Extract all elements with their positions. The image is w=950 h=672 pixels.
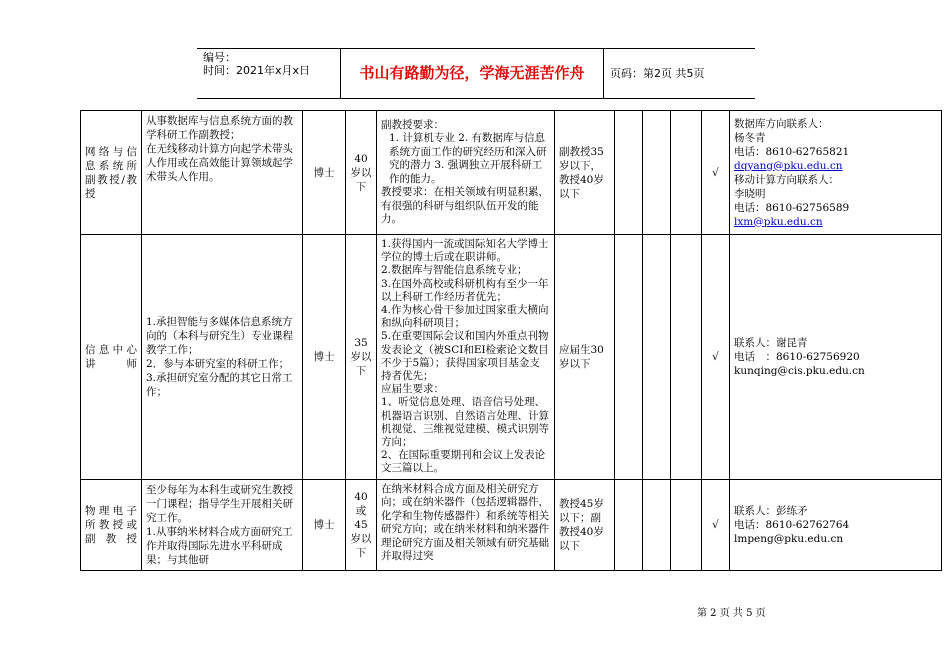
position-cell: 信息中心讲师 (81, 235, 142, 480)
empty-cell (671, 479, 702, 570)
email-link[interactable]: dqyang@pku.edu.cn (734, 159, 843, 172)
duties-cell: 从事数据库与信息系统方面的教学科研工作副教授； 在无线移动计算方向起学术带头人作用或在高效能计算领域起学术带头人作用。 (142, 111, 303, 235)
position-cell: 网络与信息系统所副教授/教授 (81, 111, 142, 235)
page-header (197, 48, 755, 99)
age-limit-cell: 应届生30岁以下 (555, 235, 615, 480)
requirements-cell: 副教授要求： 1. 计算机专业 2. 有数据库与信息系统方面工作的研究经历和深入研究的潜力 3. 强调独立开展科研工作的能力。 教授要求：在相关领域有明显积累，有很强的科研与组织队伍开发的能力。 (377, 111, 555, 235)
empty-cell (615, 235, 643, 480)
age-cell: 40岁以下 (346, 111, 377, 235)
empty-cell (643, 235, 671, 480)
empty-cell (671, 111, 702, 235)
empty-cell (643, 111, 671, 235)
empty-cell (615, 479, 643, 570)
position-cell: 物理电子所教授或副教授 (81, 479, 142, 570)
degree-cell: 博士 (303, 235, 346, 480)
degree-cell: 博士 (303, 111, 346, 235)
check-mark: √ (702, 111, 730, 235)
contact-cell: 联系人：谢昆青 电话 ：8610-62756920 kunqing@cis.pku.edu.cn (730, 235, 942, 480)
header-meta (197, 49, 340, 98)
check-mark: √ (702, 479, 730, 570)
empty-cell (615, 111, 643, 235)
duties-cell: 至少每年为本科生或研究生教授一门课程；指导学生开展相关研究工作。 1.从事纳米材料合成方面研究工作并取得国际先进水平科研成果；与其他研 (142, 479, 303, 570)
empty-cell (671, 235, 702, 480)
table-row (81, 479, 942, 570)
table-row (81, 111, 942, 235)
contact-cell: 联系人：彭练矛 电话：8610-62762764 lmpeng@pku.edu.cn (730, 479, 942, 570)
requirements-cell: 在纳米材料合成方面及相关研究方向；或在纳米器件（包括逻辑器件，化学和生物传感器件）和系统等相关研究方向；或在纳米材料和纳米器件理论研究方面及相关领域有研究基础并取得过突 (377, 479, 555, 570)
age-cell: 40或45岁以下 (346, 479, 377, 570)
page-footer: 第 2 页 共 5 页 (697, 608, 766, 619)
age-cell: 35岁以下 (346, 235, 377, 480)
degree-cell: 博士 (303, 479, 346, 570)
email-text[interactable]: kunqing@cis.pku.edu.cn (734, 364, 865, 377)
recruitment-table (80, 110, 942, 571)
email-text[interactable]: lmpeng@pku.edu.cn (734, 532, 844, 545)
age-limit-cell: 教授45岁以下；副教授40岁以下 (555, 479, 615, 570)
check-mark: √ (702, 235, 730, 480)
duties-cell: 1.承担智能与多媒体信息系统方向的（本科与研究生）专业课程教学工作； 2．参与本研究室的科研工作； 3.承担研究室分配的其它日常工作； (142, 235, 303, 480)
document-number-label: 编号： (203, 51, 236, 64)
empty-cell (643, 479, 671, 570)
contact-cell: 数据库方向联系人： 杨冬青 电话：8610-62765821 dqyang@pku.edu.cn 移动计算方向联系人： 李晓明 电话：8610-62756589 lxm@pku.edu.cn (730, 111, 942, 235)
header-motto: 书山有路勤为径，学海无涯苦作舟 (340, 49, 604, 98)
header-page-info: 页码：第2页 共5页 (610, 67, 705, 80)
age-limit-cell: 副教授35岁以下，教授40岁以下 (555, 111, 615, 235)
table-row (81, 235, 942, 480)
document-date: 时间：2021年x月x日 (203, 64, 311, 77)
requirements-cell: 1.获得国内一流或国际知名大学博士学位的博士后或在职讲师。 2.数据库与智能信息系统专业； 3.在国外高校或科研机构有至少一年以上科研工作经历者优先； 4.作为核心骨干参加过国家重大横向和纵向科研项目； 5.在重要国际会议和国内外重点刊物发表论文（被SCI和EI检索论文数目不少于5篇）；获得国家项目基金支持者优先； 应届生要求： 1、听觉信息处理、语音信号处理、机器语言识别、自然语言处理、计算机视觉、三维视觉建模、模式识别等方向； 2、在国际重要期刊和会议上发表论文三篇以上。 (377, 235, 555, 480)
email-link[interactable]: lxm@pku.edu.cn (734, 215, 823, 228)
